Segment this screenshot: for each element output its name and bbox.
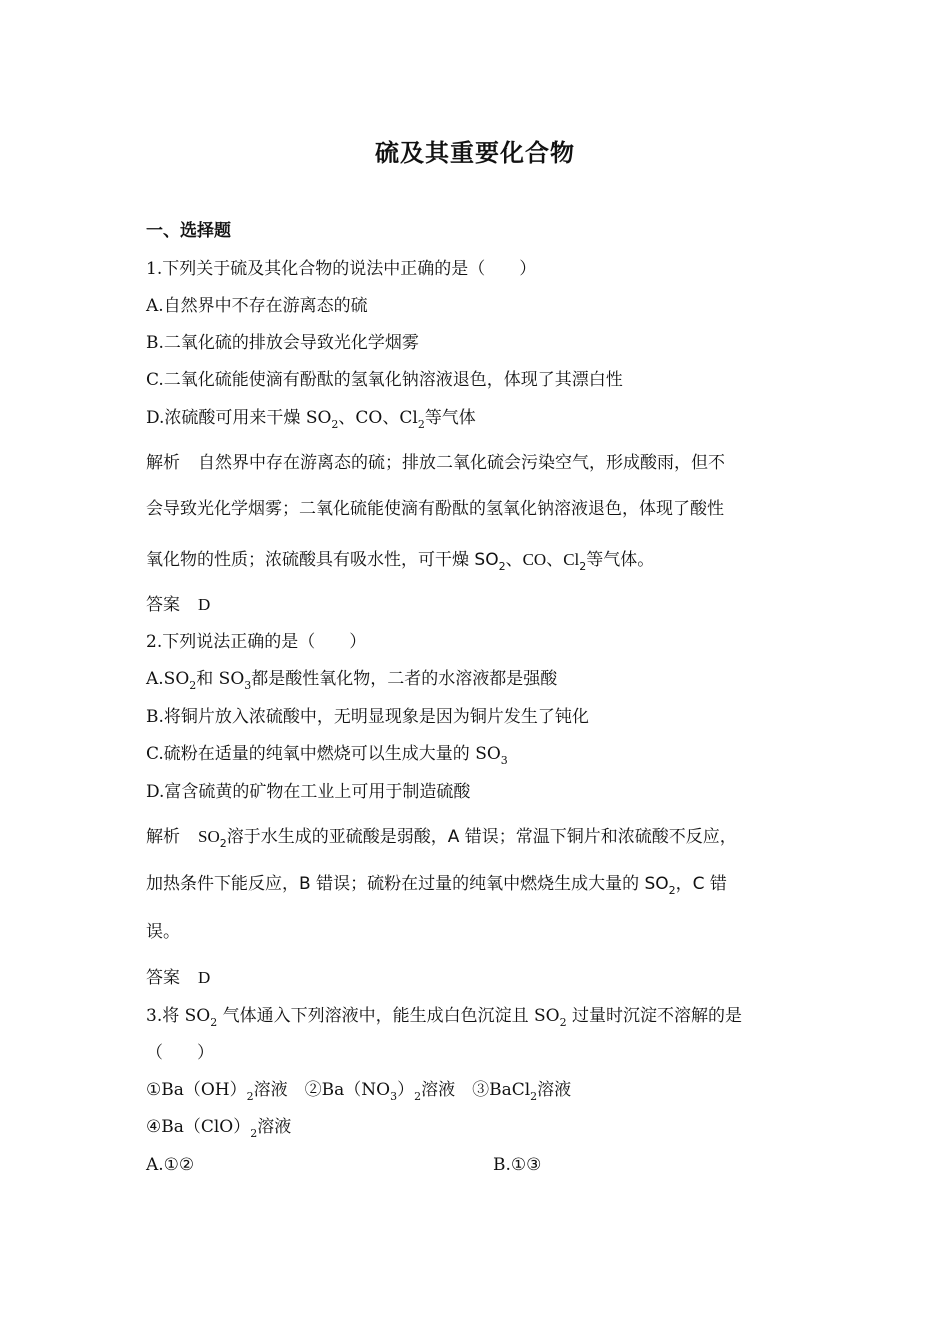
q1-option-a: A.自然界中不存在游离态的硫: [146, 296, 368, 316]
analysis-text: 氧化物的性质；浓硫酸具有吸水性，可干燥 SO: [146, 550, 499, 570]
q2-a-text: 都是酸性氧化物，二者的水溶液都是强酸: [251, 669, 558, 689]
q3-choice-a: A.①②: [146, 1155, 195, 1175]
q2-option-a: [146, 667, 557, 691]
answer-label: 答案: [146, 968, 180, 988]
subscript: 2: [668, 884, 676, 897]
analysis-label: 解析: [146, 827, 180, 847]
q3-option-text: 溶液: [257, 1117, 292, 1137]
analysis-text: ，C 错: [675, 874, 727, 894]
q3-option-text: ①Ba（OH）: [146, 1080, 247, 1100]
subscript: 2: [559, 1016, 567, 1029]
q2-analysis-line-1: [146, 825, 737, 849]
q3-stem: [146, 1004, 742, 1028]
q3-stem-text: 气体通入下列溶液中，能生成白色沉淀且 SO: [217, 1006, 560, 1026]
q3-options-row-2: [146, 1115, 291, 1139]
q2-option-c: [146, 742, 508, 766]
answer-value: D: [198, 968, 211, 987]
page-title: 硫及其重要化合物: [375, 139, 575, 167]
analysis-label: 解析: [146, 453, 180, 473]
q2-answer: [146, 966, 210, 990]
q3-option-text: 溶液 ③BaCl: [421, 1080, 531, 1100]
q1-stem: 1.下列关于硫及其化合物的说法中正确的是（ ）: [146, 259, 537, 279]
subscript: 2: [417, 418, 425, 431]
q2-stem: 2.下列说法正确的是（ ）: [146, 632, 367, 652]
q1-option-c: C.二氧化硫能使滴有酚酞的氢氧化钠溶液退色，体现了其漂白性: [146, 370, 623, 390]
q3-options-row-1: [146, 1078, 571, 1102]
subscript: 2: [530, 1090, 538, 1103]
q1-d-text: D.浓硫酸可用来干燥 SO: [146, 408, 332, 428]
q3-choice-b: B.①③: [493, 1155, 542, 1175]
answer-value: D: [198, 595, 211, 614]
analysis-text: SO: [198, 827, 220, 846]
q2-c-text: C.硫粉在适量的纯氧中燃烧可以生成大量的 SO: [146, 744, 501, 764]
q2-a-text: 和 SO: [196, 669, 245, 689]
subscript: 2: [210, 1016, 218, 1029]
subscript: 2: [246, 1090, 254, 1103]
analysis-text: 自然界中存在游离态的硫；排放二氧化硫会污染空气，形成酸雨，但不: [198, 453, 725, 473]
subscript: 3: [500, 754, 508, 767]
subscript: 2: [189, 679, 197, 692]
subscript: 3: [244, 679, 252, 692]
q1-option-b: B.二氧化硫的排放会导致光化学烟雾: [146, 333, 419, 353]
analysis-text: 溶于水生成的亚硫酸是弱酸，A 错误；常温下铜片和浓硫酸不反应，: [226, 827, 737, 847]
q3-stem-continuation: （ ）: [146, 1043, 214, 1063]
subscript: 2: [414, 1090, 422, 1103]
q2-analysis-line-3: 误。: [146, 922, 180, 942]
q2-analysis-line-2: [146, 872, 727, 896]
answer-label: 答案: [146, 595, 180, 615]
q3-option-text: 溶液: [537, 1080, 572, 1100]
q3-stem-text: 过量时沉淀不溶解的是: [566, 1006, 743, 1026]
subscript: 2: [250, 1127, 258, 1140]
analysis-text: 加热条件下能反应，B 错误；硫粉在过量的纯氧中燃烧生成大量的 SO: [146, 874, 669, 894]
subscript: 2: [331, 418, 339, 431]
q3-option-text: ④Ba（ClO）: [146, 1117, 251, 1137]
q2-option-b: B.将铜片放入浓硫酸中，无明显现象是因为铜片发生了钝化: [146, 707, 589, 727]
q3-stem-text: 3.将 SO: [146, 1006, 211, 1026]
q2-a-text: A.SO: [146, 669, 190, 689]
q2-option-d: D.富含硫黄的矿物在工业上可用于制造硫酸: [146, 782, 471, 802]
q3-option-text: 溶液 ②Ba（NO: [253, 1080, 391, 1100]
q1-option-d: [146, 406, 476, 430]
analysis-text: 、CO、Cl: [505, 550, 580, 569]
subscript: 3: [390, 1090, 398, 1103]
analysis-text: 等气体。: [586, 550, 655, 570]
q1-answer: [146, 593, 210, 617]
subscript: 2: [219, 837, 227, 850]
q1-analysis-line-2: 会导致光化学烟雾；二氧化硫能使滴有酚酞的氢氧化钠溶液退色，体现了酸性: [146, 499, 724, 519]
subscript: 2: [579, 560, 587, 573]
q1-analysis-line-1: [146, 451, 725, 475]
q3-option-text: ）: [397, 1080, 415, 1100]
q1-d-text: 等气体: [424, 408, 476, 428]
subscript: 2: [498, 560, 506, 573]
q1-d-text: 、CO、Cl: [338, 408, 418, 428]
section-heading: 一、选择题: [146, 221, 231, 241]
q1-analysis-line-3: [146, 548, 654, 572]
